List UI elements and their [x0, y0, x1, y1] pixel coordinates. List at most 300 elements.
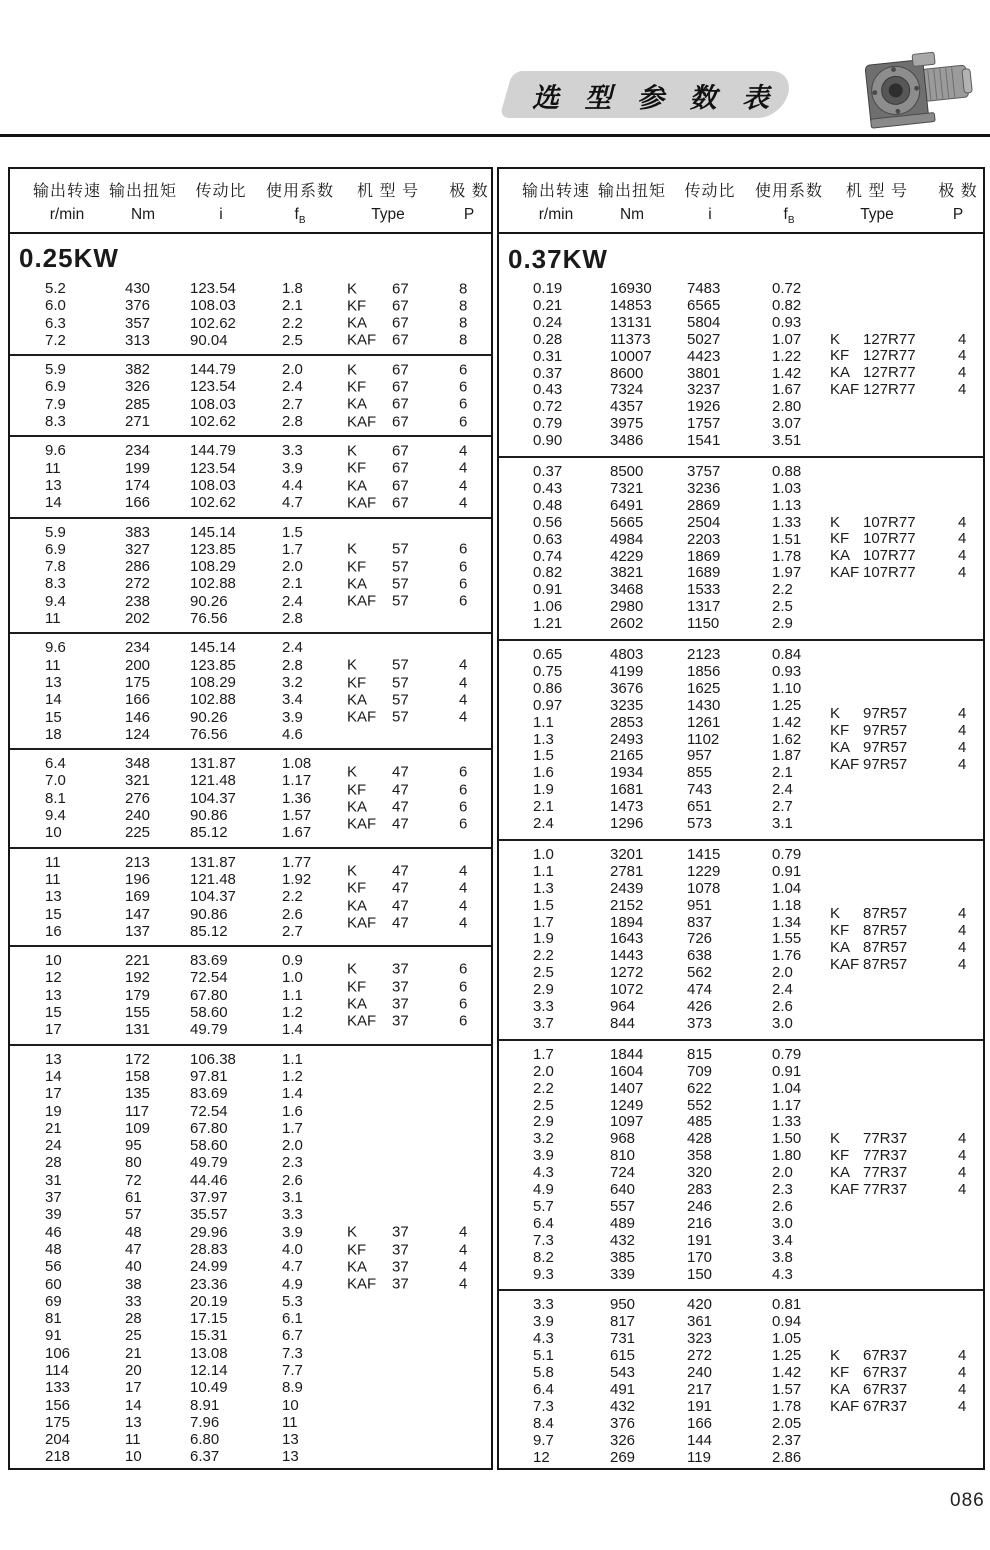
cell: 357: [125, 314, 151, 332]
cell: 2493: [610, 730, 644, 748]
cell: 1.6: [533, 764, 554, 782]
cell: 2.37: [772, 1431, 802, 1449]
cell: 0.43: [533, 381, 563, 399]
cell: 102.62: [190, 413, 236, 431]
cell: 166: [687, 1414, 713, 1432]
cell: 373: [687, 1014, 713, 1032]
cell: 10: [282, 1396, 299, 1414]
cell: 855: [687, 764, 713, 782]
cell: 3468: [610, 581, 644, 599]
cell: 1.87: [772, 747, 802, 765]
cell: 11: [45, 459, 61, 477]
cell: 426: [687, 998, 713, 1016]
cell: 5.9: [45, 523, 66, 541]
pole-count: 4: [958, 364, 967, 382]
model-type-block: [347, 862, 468, 932]
cell: 1.1: [282, 1050, 303, 1068]
cell: 13: [45, 476, 62, 494]
cell: 2.6: [282, 905, 303, 923]
model-type: K 37 6: [347, 960, 468, 978]
cell: 2.9: [533, 1113, 554, 1131]
cell: 2.7: [772, 798, 793, 816]
cell: 0.91: [772, 862, 802, 880]
cell: 1934: [610, 764, 644, 782]
cell: 1.55: [772, 930, 802, 948]
cell: 2.4: [282, 378, 303, 396]
cell: 144: [687, 1431, 713, 1449]
rating-group: [10, 435, 491, 516]
cell: 3.9: [533, 1313, 554, 1331]
cell: 731: [610, 1330, 636, 1348]
cell: 10.49: [190, 1379, 228, 1397]
cell: 13.08: [190, 1344, 228, 1362]
model-type: K 127R77 4: [830, 330, 967, 348]
cell: 2.1: [282, 575, 303, 593]
cell: 191: [687, 1397, 713, 1415]
cell: 5027: [687, 330, 721, 348]
cell: 202: [125, 610, 151, 628]
cell: 1.08: [282, 755, 312, 773]
pole-count: 4: [459, 442, 468, 460]
cell: 1869: [687, 547, 721, 565]
cell: 1.13: [772, 496, 802, 514]
model-type: KA 37 4: [347, 1258, 468, 1276]
cell: 2.8: [282, 610, 303, 628]
cell: 0.81: [772, 1296, 802, 1314]
cell: 3.0: [772, 1014, 793, 1032]
cell: 420: [687, 1296, 713, 1314]
cell: 80: [125, 1154, 142, 1172]
cell: 57: [125, 1206, 142, 1224]
pole-count: 6: [459, 798, 468, 816]
cell: 11: [45, 853, 61, 871]
model-type: K 57 6: [347, 540, 468, 558]
service-factor-column: [772, 647, 801, 833]
cell: 104.37: [190, 888, 236, 906]
cell: 3.2: [533, 1130, 554, 1148]
cell: 6.3: [45, 314, 66, 332]
cell: 108.03: [190, 297, 236, 315]
torque-column: [125, 952, 150, 1038]
cell: 204: [45, 1431, 71, 1449]
rating-group: [10, 847, 491, 946]
cell: 196: [125, 870, 151, 888]
cell: 0.94: [772, 1313, 802, 1331]
cell: 2.7: [282, 922, 303, 940]
cell: 200: [125, 656, 151, 674]
pole-count: 6: [459, 815, 468, 833]
service-factor-column: [282, 1051, 303, 1466]
cell: 5.3: [282, 1292, 303, 1310]
cell: 246: [687, 1197, 713, 1215]
column-header-type: 机 型 号 Type: [846, 183, 908, 223]
cell: 217: [687, 1380, 713, 1398]
table-037kw: [497, 167, 985, 1470]
model-type-block: [347, 540, 468, 610]
cell: 1.67: [772, 381, 802, 399]
cell: 432: [610, 1231, 636, 1249]
cell: 1.36: [282, 789, 312, 807]
cell: 90.26: [190, 708, 228, 726]
cell: 67.80: [190, 986, 228, 1004]
torque-column: [610, 1297, 635, 1466]
cell: 837: [687, 913, 713, 931]
model-type: K 77R37 4: [830, 1130, 967, 1148]
cell: 61: [125, 1189, 142, 1207]
model-type-block: [830, 513, 967, 583]
cell: 1844: [610, 1045, 644, 1063]
cell: 1296: [610, 815, 644, 833]
cell: 2.6: [772, 1197, 793, 1215]
cell: 1078: [687, 879, 721, 897]
cell: 29.96: [190, 1223, 228, 1241]
pole-count: 4: [459, 862, 468, 880]
cell: 20: [125, 1362, 142, 1379]
cell: 1757: [687, 415, 721, 433]
speed-column: [45, 639, 66, 743]
pole-count: 6: [459, 995, 468, 1013]
cell: 238: [125, 592, 151, 610]
cell: 432: [610, 1397, 636, 1415]
ratio-column: [687, 1047, 712, 1284]
ratio-column: [190, 639, 236, 743]
cell: 23.36: [190, 1275, 228, 1293]
speed-column: [45, 280, 66, 349]
cell: 192: [125, 969, 151, 987]
cell: 123.54: [190, 459, 236, 477]
cell: 2980: [610, 598, 644, 616]
service-factor-column: [772, 847, 801, 1033]
cell: 19: [45, 1102, 62, 1120]
cell: 1.2: [282, 1004, 303, 1022]
cell: 108.03: [190, 476, 236, 494]
cell: 4.9: [282, 1275, 303, 1293]
cell: 69: [45, 1292, 62, 1310]
rating-group: [499, 456, 983, 639]
cell: 76.56: [190, 610, 228, 628]
column-header-speed: 输出转速 r/min: [521, 183, 590, 223]
cell: 4.7: [282, 1258, 303, 1276]
ratio-column: [687, 847, 720, 1033]
model-type: KA 87R57 4: [830, 938, 967, 956]
model-type: KA 107R77 4: [830, 547, 967, 565]
cell: 1.10: [772, 679, 802, 697]
cell: 109: [125, 1119, 151, 1137]
cell: 169: [125, 888, 151, 906]
cell: 6491: [610, 496, 644, 514]
cell: 2.4: [533, 815, 554, 833]
torque-column: [125, 639, 150, 743]
cell: 3.1: [772, 815, 793, 833]
cell: 2.2: [282, 888, 303, 906]
model-type: KF 37 6: [347, 978, 468, 996]
column-header-ratio: 传动比 i: [684, 183, 736, 223]
cell: 1.21: [533, 615, 563, 633]
speed-column: [45, 524, 66, 628]
cell: 1.80: [772, 1147, 802, 1165]
model-type: KAF 127R77 4: [830, 381, 967, 399]
cell: 1856: [687, 662, 721, 680]
cell: 90.26: [190, 592, 228, 610]
cell: 8.3: [45, 575, 66, 593]
cell: 1.22: [772, 347, 802, 365]
model-type: KA 67 4: [347, 476, 468, 494]
cell: 1317: [687, 598, 721, 616]
cell: 123.54: [190, 280, 236, 297]
pole-count: 6: [459, 361, 468, 379]
cell: 2.0: [282, 558, 303, 576]
cell: 2.0: [282, 1137, 303, 1155]
rating-group: [10, 632, 491, 748]
rating-group: [10, 1044, 491, 1471]
cell: 1.3: [533, 879, 554, 897]
cell: 225: [125, 824, 151, 842]
model-type-block: [347, 361, 468, 431]
cell: 199: [125, 459, 151, 477]
cell: 13131: [610, 313, 652, 331]
cell: 1689: [687, 564, 721, 582]
cell: 1102: [687, 730, 720, 748]
pole-count: 4: [459, 914, 468, 932]
cell: 0.79: [772, 1045, 802, 1063]
cell: 1.1: [533, 862, 554, 880]
cell: 49.79: [190, 1154, 228, 1172]
cell: 557: [610, 1197, 636, 1215]
cell: 615: [610, 1347, 636, 1365]
cell: 58.60: [190, 1004, 228, 1022]
cell: 91: [45, 1327, 62, 1345]
cell: 724: [610, 1164, 636, 1182]
ratio-column: [190, 854, 236, 940]
cell: 2.1: [533, 798, 554, 816]
model-type: KAF 87R57 4: [830, 955, 967, 973]
cell: 0.63: [533, 530, 563, 548]
cell: 1.25: [772, 696, 802, 714]
pole-count: 8: [459, 331, 468, 349]
model-type: KF 57 6: [347, 558, 468, 576]
cell: 1.42: [772, 713, 802, 731]
cell: 2.2: [533, 1079, 554, 1097]
cell: 1430: [687, 696, 721, 714]
cell: 8.3: [45, 413, 66, 431]
cell: 2.1: [282, 297, 303, 315]
rating-group: [10, 354, 491, 435]
cell: 2.9: [772, 615, 793, 633]
cell: 7.3: [533, 1231, 554, 1249]
cell: 0.79: [772, 845, 802, 863]
cell: 1.5: [282, 523, 303, 541]
cell: 743: [687, 781, 713, 799]
model-type: KAF 67 4: [347, 494, 468, 512]
cell: 218: [45, 1448, 71, 1466]
cell: 7.2: [45, 331, 66, 349]
pole-count: 4: [459, 476, 468, 494]
cell: 4.9: [533, 1181, 554, 1199]
cell: 0.93: [772, 313, 802, 331]
cell: 3975: [610, 415, 644, 433]
ratio-column: [190, 361, 236, 430]
cell: 106: [45, 1344, 71, 1362]
cell: 3.4: [282, 691, 303, 709]
pole-count: 4: [459, 494, 468, 512]
cell: 5.9: [45, 361, 66, 379]
cell: 1.92: [282, 870, 312, 888]
cell: 1407: [610, 1079, 644, 1097]
cell: 286: [125, 558, 151, 576]
cell: 1.1: [533, 713, 554, 731]
cell: 3.9: [282, 708, 303, 726]
cell: 121.48: [190, 772, 236, 790]
cell: 119: [687, 1448, 711, 1466]
cell: 2.5: [533, 1096, 554, 1114]
cell: 179: [125, 986, 151, 1004]
model-type: KA 37 6: [347, 995, 468, 1013]
cell: 17.15: [190, 1310, 228, 1328]
torque-column: [125, 854, 150, 940]
cell: 13: [282, 1448, 299, 1466]
cell: 2123: [687, 646, 721, 663]
cell: 0.74: [533, 547, 563, 565]
cell: 170: [687, 1248, 713, 1266]
cell: 137: [125, 922, 151, 940]
cell: 1.9: [533, 930, 554, 948]
cell: 0.24: [533, 313, 563, 331]
pole-count: 4: [958, 1180, 967, 1198]
pole-count: 4: [958, 530, 967, 548]
cell: 313: [125, 331, 151, 349]
cell: 0.82: [533, 564, 563, 582]
cell: 7.7: [282, 1362, 303, 1379]
cell: 7.96: [190, 1413, 220, 1431]
cell: 5.2: [45, 280, 66, 297]
cell: 968: [610, 1130, 636, 1148]
model-type: KAF 47 6: [347, 815, 468, 833]
service-factor-column: [772, 1047, 801, 1284]
cell: 957: [687, 747, 713, 765]
cell: 58.60: [190, 1137, 228, 1155]
ratio-column: [190, 755, 236, 841]
cell: 964: [610, 998, 636, 1016]
cell: 12: [533, 1448, 550, 1466]
cell: 0.90: [533, 432, 563, 450]
cell: 1.7: [533, 913, 554, 931]
cell: 106.38: [190, 1050, 236, 1068]
cell: 2.1: [772, 764, 793, 782]
cell: 3.3: [533, 1296, 554, 1314]
speed-column: [533, 1297, 554, 1466]
cell: 221: [125, 952, 151, 970]
cell: 1.0: [533, 845, 554, 863]
cell: 83.69: [190, 952, 228, 970]
cell: 9.4: [45, 807, 66, 825]
cell: 272: [687, 1347, 713, 1365]
cell: 131: [125, 1021, 151, 1039]
cell: 135: [125, 1085, 151, 1103]
cell: 117: [125, 1102, 149, 1120]
speed-column: [533, 281, 562, 450]
cell: 72: [125, 1171, 142, 1189]
cell: 102.62: [190, 314, 236, 332]
cell: 1.03: [772, 479, 802, 497]
cell: 13: [45, 673, 62, 691]
cell: 326: [610, 1431, 636, 1449]
cell: 234: [125, 442, 151, 460]
rating-group: [499, 234, 983, 456]
cell: 83.69: [190, 1085, 228, 1103]
cell: 28: [125, 1310, 142, 1328]
cell: 321: [125, 772, 151, 790]
service-factor-column: [282, 854, 311, 940]
cell: 16930: [610, 280, 652, 297]
pole-count: 4: [459, 1275, 468, 1293]
cell: 4.3: [533, 1330, 554, 1348]
pole-count: 4: [958, 1147, 967, 1165]
cell: 90.04: [190, 331, 228, 349]
cell: 9.6: [45, 639, 66, 657]
pole-count: 4: [459, 708, 468, 726]
cell: 17: [125, 1379, 142, 1397]
cell: 376: [125, 297, 151, 315]
cell: 2.8: [282, 413, 303, 431]
cell: 172: [125, 1050, 151, 1068]
cell: 15.31: [190, 1327, 228, 1345]
cell: 46: [45, 1223, 62, 1241]
model-type: KAF 37 6: [347, 1012, 468, 1030]
cell: 114: [45, 1362, 69, 1379]
cell: 7483: [687, 280, 721, 297]
cell: 1.04: [772, 1079, 802, 1097]
cell: 13: [45, 986, 62, 1004]
cell: 1.1: [282, 986, 303, 1004]
model-type: KAF 77R37 4: [830, 1180, 967, 1198]
cell: 1.77: [282, 853, 312, 871]
cell: 108.29: [190, 673, 236, 691]
model-type-block: [347, 656, 468, 726]
cell: 213: [125, 853, 151, 871]
cell: 7.8: [45, 558, 66, 576]
speed-column: [533, 1047, 554, 1284]
speed-column: [45, 854, 62, 940]
cell: 2.2: [282, 314, 303, 332]
rating-group: [10, 748, 491, 847]
cell: 104.37: [190, 789, 236, 807]
cell: 14853: [610, 296, 652, 314]
cell: 123.54: [190, 378, 236, 396]
cell: 1.6: [282, 1102, 303, 1120]
model-type: KF 87R57 4: [830, 921, 967, 939]
cell: 1.50: [772, 1130, 802, 1148]
service-factor-column: [282, 952, 303, 1038]
cell: 2.4: [772, 781, 793, 799]
cell: 14: [45, 1067, 62, 1085]
pole-count: 4: [958, 1380, 967, 1398]
cell: 0.93: [772, 662, 802, 680]
cell: 271: [125, 413, 151, 431]
pole-count: 4: [459, 896, 468, 914]
torque-column: [125, 280, 150, 349]
torque-column: [610, 1047, 643, 1284]
cell: 2.80: [772, 398, 802, 416]
cell: 0.75: [533, 662, 563, 680]
cell: 0.84: [772, 646, 802, 663]
cell: 4423: [687, 347, 721, 365]
cell: 39: [45, 1206, 62, 1224]
cell: 150: [687, 1265, 713, 1283]
cell: 3801: [687, 364, 721, 382]
model-type: KAF 57 4: [347, 708, 468, 726]
cell: 7324: [610, 381, 644, 399]
pole-count: 4: [958, 1130, 967, 1148]
